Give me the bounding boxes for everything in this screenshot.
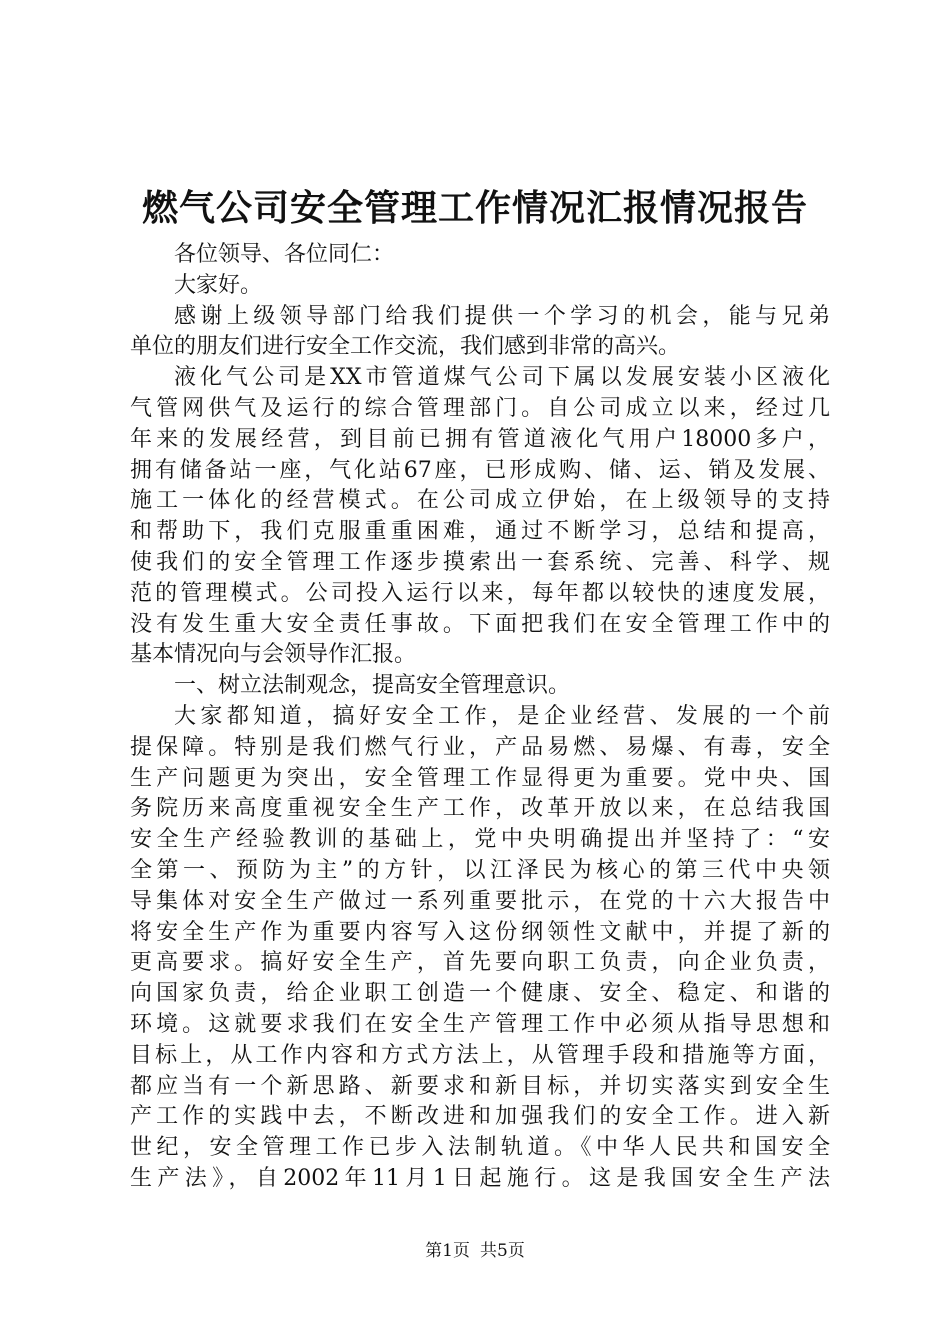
document-body xyxy=(130,240,830,1195)
page-total: 共5页 xyxy=(480,1241,525,1261)
body-text-line: 产工作的实践中去，不断改进和加强我们的安全工作。进入新 xyxy=(130,1104,830,1130)
body-text-line: 导集体对安全生产做过一系列重要批示，在党的十六大报告中 xyxy=(130,888,830,914)
body-text-line: 安全生产经验教训的基础上，党中央明确提出并坚持了：“安 xyxy=(130,827,830,853)
body-text-line: 液化气公司是XX市管道煤气公司下属以发展安装小区液化 xyxy=(174,365,830,391)
body-text-line: 气管网供气及运行的综合管理部门。自公司成立以来，经过几 xyxy=(130,395,830,421)
page-footer xyxy=(0,1240,950,1262)
body-text-line: 单位的朋友们进行安全工作交流，我们感到非常的高兴。 xyxy=(130,334,681,360)
body-text-line: 大家好。 xyxy=(174,272,263,298)
body-text-line: 都应当有一个新思路、新要求和新目标，并切实落实到安全生 xyxy=(130,1073,830,1099)
body-text-line: 向国家负责，给企业职工创造一个健康、安全、稳定、和谐的 xyxy=(130,981,830,1007)
body-text-line: 目标上，从工作内容和方式方法上，从管理手段和措施等方面， xyxy=(130,1042,830,1068)
body-text-line: 基本情况向与会领导作汇报。 xyxy=(130,642,417,668)
body-text-line: 全第一、预防为主”的方针，以江泽民为核心的第三代中央领 xyxy=(130,857,830,883)
body-text-line: 没有发生重大安全责任事故。下面把我们在安全管理工作中的 xyxy=(130,611,830,637)
document-title: 燃气公司安全管理工作情况汇报情况报告 xyxy=(141,187,808,229)
body-text-line: 施工一体化的经营模式。在公司成立伊始，在上级领导的支持 xyxy=(130,488,830,514)
page-number: 第1页 xyxy=(425,1241,470,1261)
body-text-line: 提保障。特别是我们燃气行业，产品易燃、易爆、有毒，安全 xyxy=(130,734,830,760)
body-text-line: 和帮助下，我们克服重重困难，通过不断学习，总结和提高， xyxy=(130,519,830,545)
body-text-line: 拥有储备站一座，气化站67座，已形成购、储、运、销及发展、 xyxy=(130,457,830,483)
body-text-line: 使我们的安全管理工作逐步摸索出一套系统、完善、科学、规 xyxy=(130,549,830,575)
body-text-line: 更高要求。搞好安全生产，首先要向职工负责，向企业负责， xyxy=(130,950,830,976)
body-text-line: 环境。这就要求我们在安全生产管理工作中必须从指导思想和 xyxy=(130,1011,830,1037)
body-text-line: 生产法》，自2002年11月1日起施行。这是我国安全生产法 xyxy=(130,1165,830,1191)
body-text-line: 各位领导、各位同仁： xyxy=(174,242,395,267)
body-text-line: 年来的发展经营，到目前已拥有管道液化气用户18000多户， xyxy=(130,426,830,452)
body-text-line: 世纪，安全管理工作已步入法制轨道。《中华人民共和国安全 xyxy=(130,1135,830,1161)
body-text-line: 将安全生产作为重要内容写入这份纲领性文献中，并提了新的 xyxy=(130,919,830,945)
body-text-line: 一、树立法制观念，提高安全管理意识。 xyxy=(174,673,571,699)
body-text-line: 范的管理模式。公司投入运行以来，每年都以较快的速度发展， xyxy=(130,580,830,606)
body-text-line: 大家都知道，搞好安全工作，是企业经营、发展的一个前 xyxy=(174,703,830,729)
body-text-line: 生产问题更为突出，安全管理工作显得更为重要。党中央、国 xyxy=(130,765,830,791)
body-text-line: 务院历来高度重视安全生产工作，改革开放以来，在总结我国 xyxy=(130,796,830,822)
body-text-line: 感谢上级领导部门给我们提供一个学习的机会，能与兄弟 xyxy=(174,303,830,329)
